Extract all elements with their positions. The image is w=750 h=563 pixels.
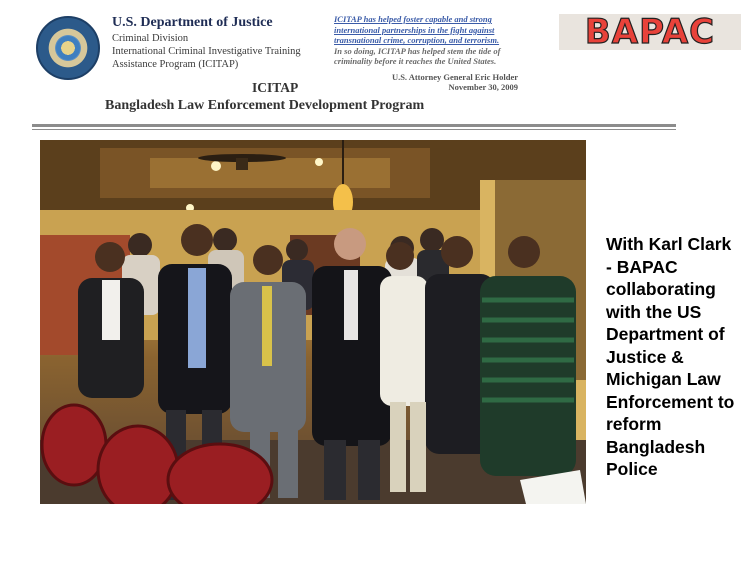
group-photo xyxy=(40,140,586,504)
program-name: Bangladesh Law Enforcement Development Program xyxy=(105,98,425,113)
quote-line: international partnerships in the fight against xyxy=(334,24,495,35)
attribution-name: U.S. Attorney General Eric Holder xyxy=(391,72,518,82)
quote-line: transnational crime, corruption, and terrorism. xyxy=(334,35,500,45)
attribution-date: November 30, 2009 xyxy=(448,82,518,92)
doj-seal-logo xyxy=(36,16,100,80)
header-divider-thin xyxy=(32,129,676,130)
program-acronym: ICITAP xyxy=(252,80,299,95)
bapac-logo xyxy=(559,14,741,50)
seal-emblem-icon xyxy=(56,36,80,60)
doj-program-line-2: Assistance Program (ICITAP) xyxy=(112,59,239,70)
quote-line: ICITAP has helped foster capable and strong xyxy=(334,14,492,24)
photo-caption: With Karl Clark - BAPAC collaborating with the US Department of Justice & Michigan Law Enforcement to reform Bangladesh Police xyxy=(606,234,735,479)
bapac-logo-text: BAPAC xyxy=(584,12,716,52)
holder-quote xyxy=(334,14,520,67)
doj-title: U.S. Department of Justice xyxy=(112,15,273,30)
header-divider xyxy=(32,124,676,127)
quote-attribution xyxy=(380,72,518,92)
doj-program-line-1: International Criminal Investigative Training xyxy=(112,46,301,57)
group-photo-illustration xyxy=(40,140,586,504)
quote-line: In so doing, ICITAP has helped stem the tide of xyxy=(334,45,501,56)
quote-line: criminality before it reaches the United States. xyxy=(334,56,497,66)
doj-division: Criminal Division xyxy=(112,33,189,44)
